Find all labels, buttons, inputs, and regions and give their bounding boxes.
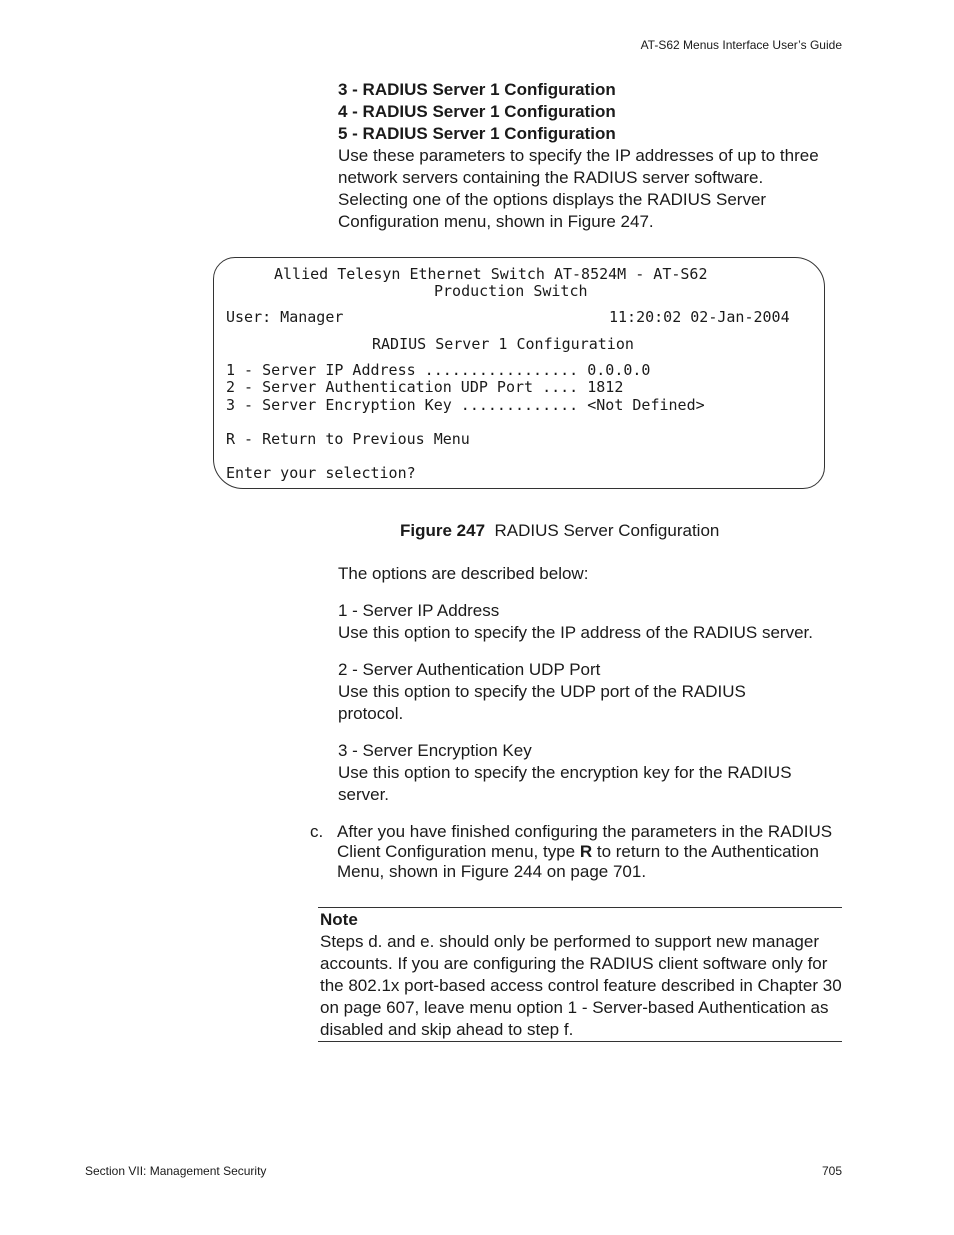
figure-title: RADIUS Server Configuration bbox=[494, 521, 720, 540]
parameter-description: Use these parameters to specify the IP addresses of up to three network servers containing the RADIUS server software. Selecting one of the options displays the RADIUS Server Configuration menu, shown in Figure 247. bbox=[338, 146, 819, 231]
note-body: Steps d. and e. should only be performed to support new manager accounts. If you are configuring the RADIUS client software only for the 802.1x port-based access control feature described in Chapter 30 on page 607, leave menu option 1 - Server-based Authentication as disabled and skip ahead to step f. bbox=[320, 932, 842, 1039]
option-item bbox=[338, 740, 808, 806]
terminal-user: User: Manager bbox=[226, 308, 344, 326]
terminal-datetime: 11:20:02 02-Jan-2004 bbox=[609, 308, 790, 326]
note-bottom-rule bbox=[318, 1041, 842, 1042]
option-description: Use this option to specify the encryption key for the RADIUS server. bbox=[338, 763, 792, 804]
figure-label: Figure 247 bbox=[400, 521, 486, 540]
option-title: 2 - Server Authentication UDP Port bbox=[338, 660, 601, 679]
terminal-option-1: 1 - Server IP Address ................. 0.0.0.0 bbox=[226, 361, 651, 379]
note-title: Note bbox=[320, 910, 358, 929]
footer-section: Section VII: Management Security bbox=[85, 1164, 267, 1178]
terminal-option-r: R - Return to Previous Menu bbox=[226, 430, 470, 448]
option-description: Use this option to specify the UDP port of the RADIUS protocol. bbox=[338, 682, 746, 723]
option-description: Use this option to specify the IP address of the RADIUS server. bbox=[338, 623, 813, 642]
option-title: 1 - Server IP Address bbox=[338, 601, 500, 620]
step-c-label: c. bbox=[310, 822, 324, 841]
parameter-section bbox=[338, 79, 828, 233]
terminal-menu-title: RADIUS Server 1 Configuration bbox=[372, 335, 634, 353]
parameter-heading-3: 3 - RADIUS Server 1 Configuration bbox=[338, 80, 616, 99]
terminal-option-2: 2 - Server Authentication UDP Port .... 1812 bbox=[226, 378, 624, 396]
options-intro: The options are described below: bbox=[338, 564, 589, 583]
page-number: 705 bbox=[821, 1164, 842, 1178]
terminal-banner-line1: Allied Telesyn Ethernet Switch AT-8524M - AT-S62 bbox=[274, 265, 708, 283]
note-box bbox=[320, 909, 842, 1041]
step-c-key: R bbox=[579, 842, 593, 861]
figure-caption bbox=[400, 521, 719, 541]
running-header: AT-S62 Menus Interface User’s Guide bbox=[640, 38, 842, 52]
option-item bbox=[338, 600, 838, 644]
parameter-heading-4: 4 - RADIUS Server 1 Configuration bbox=[338, 102, 616, 121]
option-item bbox=[338, 659, 758, 725]
terminal-banner-line2: Production Switch bbox=[434, 282, 588, 300]
note-top-rule bbox=[318, 907, 842, 908]
step-c-text bbox=[337, 822, 842, 882]
parameter-heading-5: 5 - RADIUS Server 1 Configuration bbox=[338, 124, 616, 143]
step-c-text-before: After you have finished configuring the parameters in the RADIUS Client Configuration menu, type bbox=[337, 822, 833, 861]
option-title: 3 - Server Encryption Key bbox=[338, 741, 532, 760]
terminal-option-3: 3 - Server Encryption Key ............. <Not Defined> bbox=[226, 396, 705, 414]
step-c-text-after: to return to the Authentication Menu, shown in Figure 244 on page 701. bbox=[337, 842, 819, 881]
terminal-prompt: Enter your selection? bbox=[226, 464, 416, 482]
